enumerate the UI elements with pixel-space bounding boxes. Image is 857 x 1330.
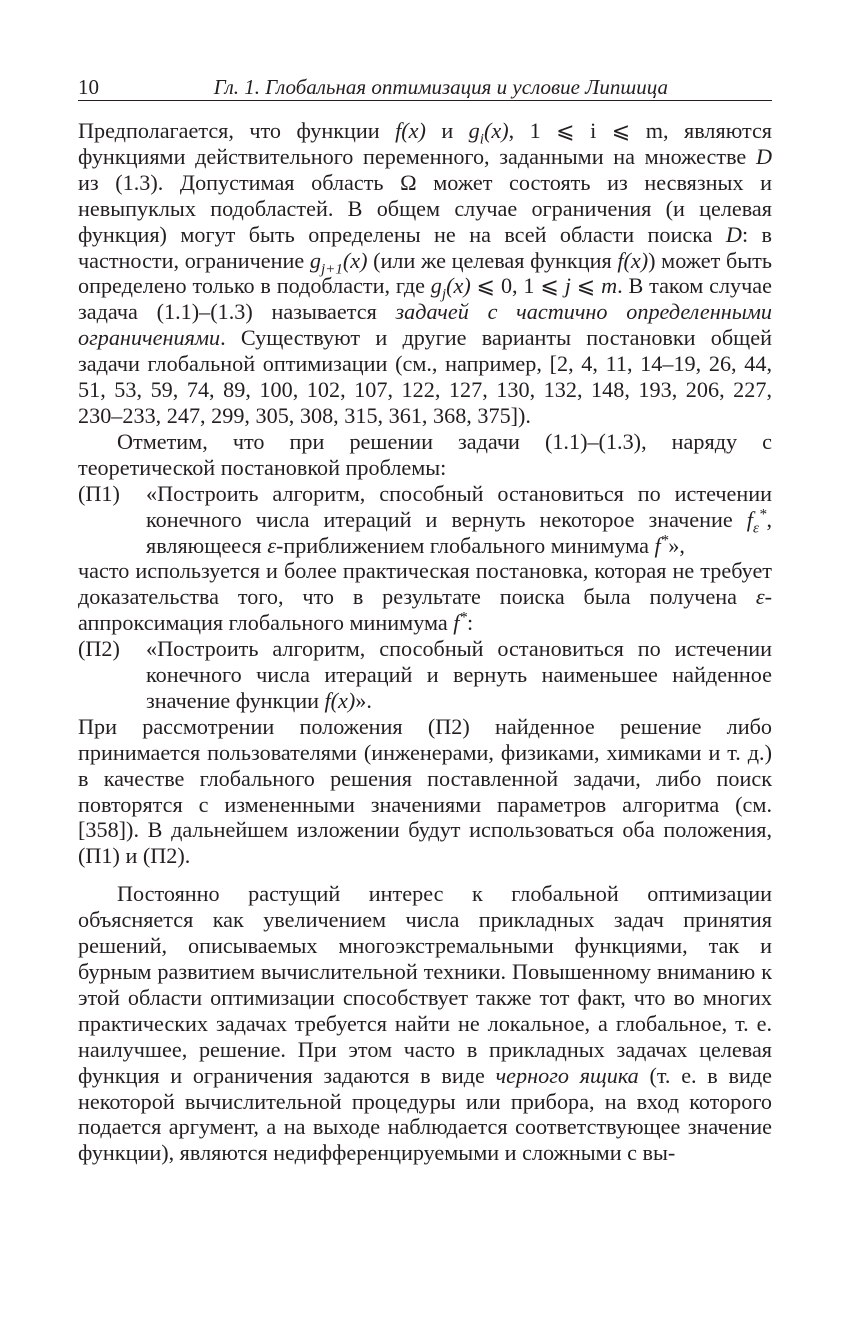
paragraph-4: При рассмотрении положения (П2) найденное решение либо принимается пользователями (инженерами, физиками, химиками и т. д.) в качестве глобального решения поставленной задачи, либо поиск повторятся с измененными значениями параметров алгоритма (см. [358]). В дальнейшем изложении будут использоваться оба положения, (П1) и (П2).	[78, 713, 772, 869]
math-g-i-x	[468, 118, 509, 148]
text-segment: »,	[668, 532, 685, 558]
paragraph-2: Отметим, что при решении задачи (1.1)–(1.3), наряду с теоретической постановкой проблемы:	[78, 428, 772, 480]
math-symbol: f	[453, 610, 460, 636]
statement-p1	[78, 481, 772, 559]
paragraph-5	[78, 881, 772, 1166]
math-argument: (x)	[483, 118, 509, 143]
italic-term: задачей с частично определенными ограничениями	[78, 299, 772, 351]
math-g-j-plus-1-x	[309, 247, 368, 277]
text-segment: ) может быть определено только в подобласти, где	[78, 247, 772, 299]
math-argument: (x)	[342, 247, 368, 273]
math-symbol: m	[601, 273, 618, 299]
statement-label: (П1)	[78, 480, 120, 506]
text-segment: «Построить алгоритм, способный остановиться по истечении конечного числа итераций и вернуть наименьшее найденное значение функции	[146, 636, 772, 713]
text-segment: (или же целевая функция	[367, 247, 618, 273]
math-superscript: *	[459, 609, 467, 626]
italic-term: черного ящика	[495, 1062, 639, 1088]
statement-text	[146, 636, 772, 714]
math-symbol: f	[746, 506, 753, 532]
text-segment: : в частности, ограничение	[78, 221, 773, 273]
text-segment: Предполагается, что функции	[78, 118, 396, 143]
math-inequality: ⩽	[570, 273, 602, 299]
statement-label: (П2)	[78, 636, 120, 662]
page-number: 10	[78, 75, 99, 99]
math-subscript: j+1	[320, 260, 343, 277]
math-subscript: j	[441, 286, 447, 303]
page-body	[78, 118, 772, 1166]
text-segment: Постоянно растущий интерес к глобальной оптимизации объясняется как увеличением числа прикладных задач принятия решений, описываемых многоэкстремальными функциями, так и бурным развитием вычислительной техники. Повышенному вниманию к этой области оптимизации способствует также тот факт, что во многих практических задачах требуется найти не локальное, а глобальное, т. е. наилучшее, решение. При этом часто в прикладных задачах целевая функция и ограничения задаются в виде	[78, 881, 772, 1088]
math-g-j-x	[430, 273, 471, 303]
text-segment: -приближением глобального минимума	[275, 532, 655, 558]
text-segment: ».	[355, 687, 372, 713]
math-symbol: ε	[267, 532, 276, 558]
paragraph-3	[78, 558, 772, 636]
math-symbol: g	[468, 118, 480, 143]
math-symbol: g	[430, 273, 442, 299]
math-argument: (x)	[446, 273, 471, 299]
text-segment: . В таком случае задача (1.1)–(1.3) называется	[78, 273, 772, 325]
paragraph-1	[78, 118, 772, 429]
math-set-d: D	[755, 143, 772, 169]
math-symbol: j	[564, 273, 571, 299]
running-header	[78, 72, 772, 101]
math-f-x: f(x)	[617, 247, 649, 273]
math-symbol: ε	[755, 584, 765, 610]
running-title: Гл. 1. Глобальная оптимизация и условие Липшица	[213, 75, 668, 99]
math-superscript: *	[660, 532, 669, 549]
text-segment: «Построить алгоритм, способный остановиться по истечении конечного числа итераций и вернуть некоторое значение	[146, 480, 772, 532]
text-segment: -аппроксимация глобального минимума	[78, 584, 772, 636]
text-segment: , являющееся	[146, 506, 772, 558]
text-segment: и	[425, 118, 469, 143]
math-subscript: ε	[752, 520, 759, 537]
math-set-d: D	[725, 221, 742, 247]
math-symbol: f	[654, 532, 661, 558]
text-segment: (т. е. в виде некоторой вычислительной процедуры или прибора, на вход которого подается аргумент, а на выходе наблюдается соответствующее значение функции), являются недифференцируемыми и сложными с вы-	[78, 1062, 772, 1166]
math-f-x: f(x)	[395, 118, 426, 143]
math-subscript: i	[479, 131, 484, 148]
math-inequality: ⩽ 0, 1 ⩽	[470, 273, 565, 299]
math-f-x: f(x)	[324, 687, 356, 713]
math-superscript: *	[758, 506, 767, 523]
math-f-epsilon-star	[746, 506, 767, 537]
text-segment: из (1.3). Допустимая область Ω может состоять из несвязных и невыпуклых подобластей. В общем случае ограничения (и целевая функция) могут быть определены не на всей области поиска	[78, 169, 772, 247]
math-f-star	[453, 610, 467, 635]
math-range: , 1 ⩽ i ⩽ m	[508, 118, 664, 143]
text-segment: , являются функциями действительного переменного, заданными на множестве	[78, 118, 773, 169]
math-f-star	[655, 533, 669, 558]
statement-text	[146, 481, 772, 559]
text-segment: часто используется и более практическая постановка, которая не требует доказательства того, что в результате поиска была получена	[78, 558, 772, 610]
text-segment: :	[467, 610, 474, 636]
text-segment: . Существуют и другие варианты постановки общей задачи глобальной оптимизации (см., например, [2, 4, 11, 14–19, 26, 44, 51, 53, 59, 74, 89, 100, 102, 107, 122, 127, 130, 132, 148, 193, 206, 227, 230–233, 247, 299, 305, 308, 315, 361, 368, 375]).	[78, 325, 772, 428]
statement-p2	[78, 636, 772, 714]
math-symbol: g	[309, 247, 321, 273]
